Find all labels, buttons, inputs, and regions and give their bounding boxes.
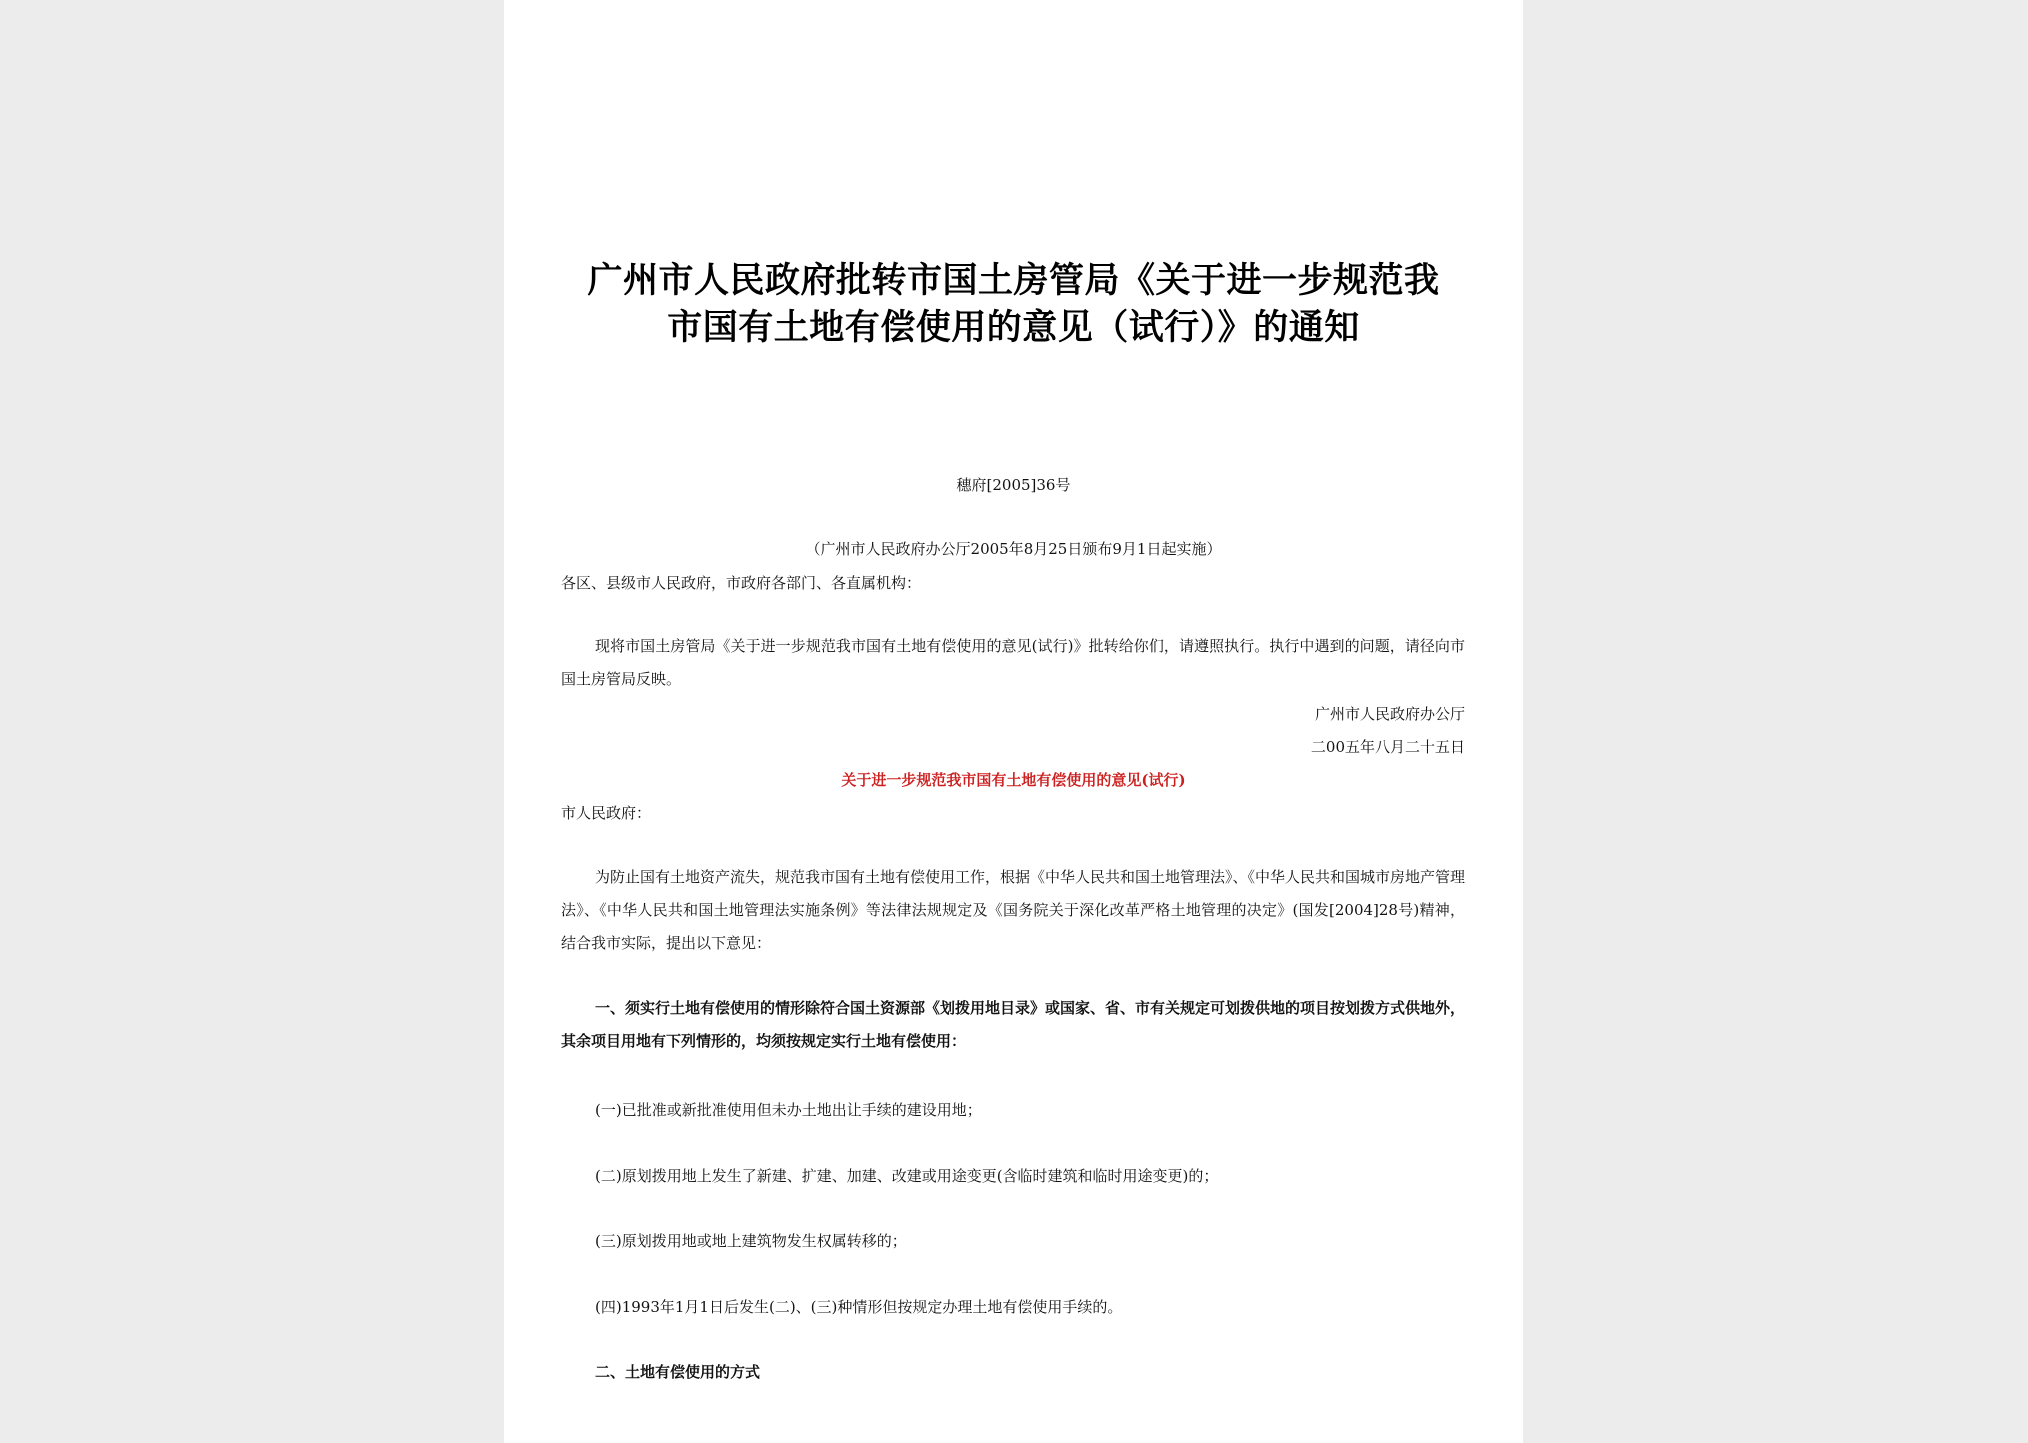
document-title — [544, 258, 1483, 352]
list-item-2: (二)原划拨用地上发生了新建、扩建、加建、改建或用途变更(含临时建筑和临时用途变更)的； — [595, 1167, 1219, 1185]
document-number: 穗府[2005]36号 — [956, 476, 1071, 494]
intro-paragraph: 现将市国土房管局《关于进一步规范我市国有土地有偿使用的意见(试行)》批转给你们，请遵照执行。执行中遇到的问题，请径向市国土房管局反映。 — [561, 637, 1465, 688]
attachment-paragraph: 为防止国有土地资产流失，规范我市国有土地有偿使用工作，根据《中华人民共和国土地管理法》、《中华人民共和国城市房地产管理法》、《中华人民共和国土地管理法实施条例》等法律法规规定及《国务院关于深化改革严格土地管理的决定》(国发[2004]28号)精神，结合我市实际，提出以下意见： — [561, 868, 1466, 952]
signature: 广州市人民政府办公厅 — [1314, 705, 1465, 723]
attachment-addressee: 市人民政府： — [561, 804, 652, 822]
document-page — [504, 0, 1523, 1443]
list-item-1: (一)已批准或新批准使用但未办土地出让手续的建设用地； — [595, 1101, 982, 1119]
document-date: 二00五年八月二十五日 — [1310, 738, 1465, 756]
list-item-3: (三)原划拨用地或地上建筑物发生权属转移的； — [595, 1232, 907, 1250]
list-item-4: (四)1993年1月1日后发生(二)、(三)种情形但按规定办理土地有偿使用手续的。 — [595, 1298, 1123, 1316]
attachment-title: 关于进一步规范我市国有土地有偿使用的意见(试行) — [841, 771, 1186, 789]
issue-note: （广州市人民政府办公厅2005年8月25日颁布9月1日起实施） — [805, 540, 1222, 558]
section-2-heading: 二、土地有偿使用的方式 — [595, 1363, 761, 1381]
title-line-1: 广州市人民政府批转市国土房管局《关于进一步规范我 — [587, 261, 1440, 301]
section-1-heading: 一、须实行土地有偿使用的情形除符合国土资源部《划拨用地目录》或国家、省、市有关规定可划拨供地的项目按划拨方式供地外，其余项目用地有下列情形的，均须按规定实行土地有偿使用： — [561, 999, 1466, 1050]
title-line-2: 市国有土地有偿使用的意见（试行）》的通知 — [667, 308, 1360, 348]
addressee: 各区、县级市人民政府，市政府各部门、各直属机构： — [561, 574, 922, 592]
